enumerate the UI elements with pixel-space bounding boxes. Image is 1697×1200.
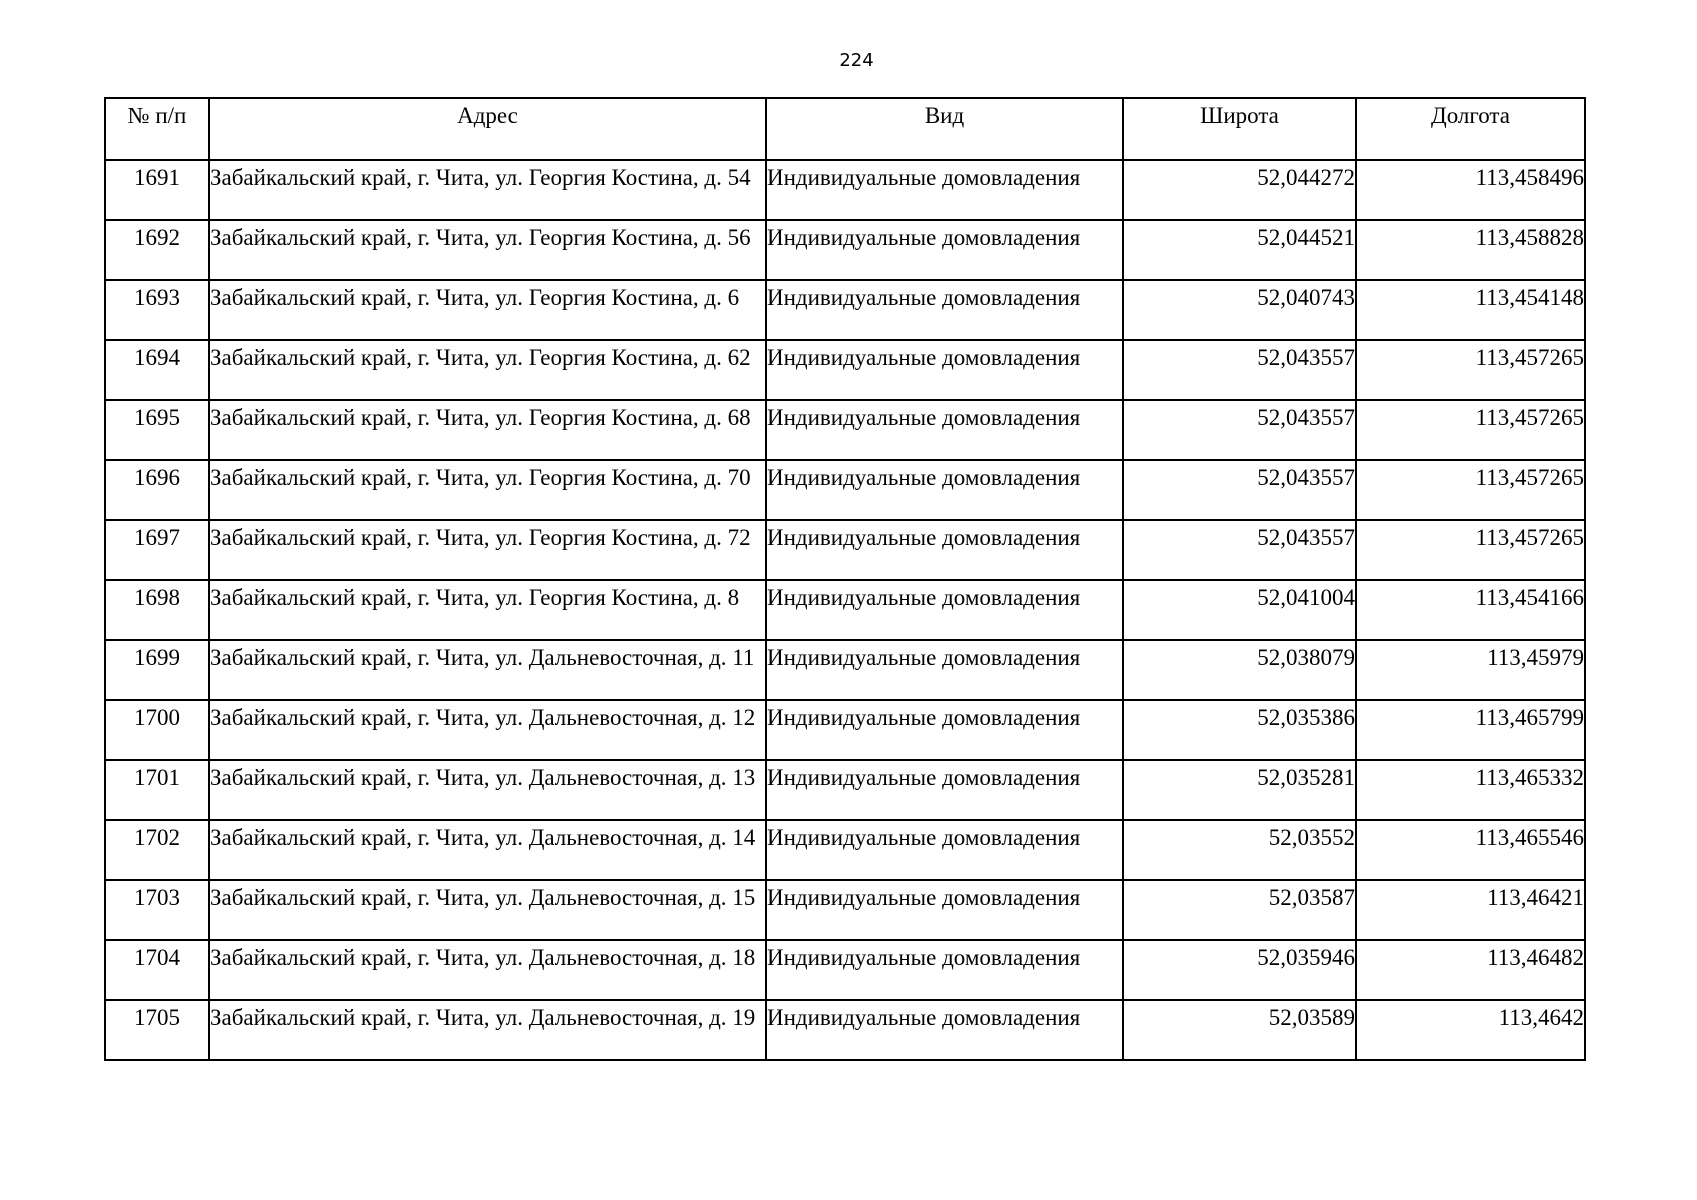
address-cell: Забайкальский край, г. Чита, ул. Дальневосточная, д. 18 [209, 940, 766, 1000]
row-number-cell: 1701 [105, 760, 209, 820]
address-cell: Забайкальский край, г. Чита, ул. Георгия Костина, д. 70 [209, 460, 766, 520]
page-number: 224 [839, 50, 874, 71]
table-row [105, 880, 1585, 940]
row-number-cell: 1705 [105, 1000, 209, 1060]
row-number-cell: 1693 [105, 280, 209, 340]
type-cell: Индивидуальные домовладения [766, 580, 1123, 640]
table-row [105, 1000, 1585, 1060]
latitude-cell: 52,043557 [1123, 460, 1356, 520]
longitude-cell: 113,4642 [1356, 1000, 1585, 1060]
table-row [105, 340, 1585, 400]
latitude-cell: 52,040743 [1123, 280, 1356, 340]
address-cell: Забайкальский край, г. Чита, ул. Георгия Костина, д. 72 [209, 520, 766, 580]
longitude-cell: 113,45979 [1356, 640, 1585, 700]
row-number-cell: 1692 [105, 220, 209, 280]
header-latitude: Широта [1123, 98, 1356, 160]
row-number-cell: 1695 [105, 400, 209, 460]
table-row [105, 400, 1585, 460]
latitude-cell: 52,03587 [1123, 880, 1356, 940]
address-table [104, 97, 1586, 1061]
row-number-cell: 1696 [105, 460, 209, 520]
type-cell: Индивидуальные домовладения [766, 940, 1123, 1000]
address-cell: Забайкальский край, г. Чита, ул. Георгия Костина, д. 54 [209, 160, 766, 220]
type-cell: Индивидуальные домовладения [766, 640, 1123, 700]
longitude-cell: 113,457265 [1356, 400, 1585, 460]
address-cell: Забайкальский край, г. Чита, ул. Георгия Костина, д. 8 [209, 580, 766, 640]
address-cell: Забайкальский край, г. Чита, ул. Дальневосточная, д. 12 [209, 700, 766, 760]
type-cell: Индивидуальные домовладения [766, 880, 1123, 940]
row-number-cell: 1691 [105, 160, 209, 220]
latitude-cell: 52,041004 [1123, 580, 1356, 640]
latitude-cell: 52,043557 [1123, 340, 1356, 400]
table-row [105, 460, 1585, 520]
longitude-cell: 113,46482 [1356, 940, 1585, 1000]
address-cell: Забайкальский край, г. Чита, ул. Георгия Костина, д. 62 [209, 340, 766, 400]
row-number-cell: 1697 [105, 520, 209, 580]
row-number-cell: 1694 [105, 340, 209, 400]
type-cell: Индивидуальные домовладения [766, 760, 1123, 820]
header-number: № п/п [105, 98, 209, 160]
latitude-cell: 52,035946 [1123, 940, 1356, 1000]
table-row [105, 640, 1585, 700]
type-cell: Индивидуальные домовладения [766, 400, 1123, 460]
latitude-cell: 52,044521 [1123, 220, 1356, 280]
table-row [105, 700, 1585, 760]
longitude-cell: 113,465332 [1356, 760, 1585, 820]
address-cell: Забайкальский край, г. Чита, ул. Георгия Костина, д. 56 [209, 220, 766, 280]
latitude-cell: 52,043557 [1123, 400, 1356, 460]
table-header-row [105, 98, 1585, 160]
row-number-cell: 1699 [105, 640, 209, 700]
longitude-cell: 113,465799 [1356, 700, 1585, 760]
table-row [105, 580, 1585, 640]
longitude-cell: 113,457265 [1356, 520, 1585, 580]
type-cell: Индивидуальные домовладения [766, 520, 1123, 580]
table-body [105, 160, 1585, 1060]
table-row [105, 820, 1585, 880]
address-cell: Забайкальский край, г. Чита, ул. Георгия Костина, д. 68 [209, 400, 766, 460]
longitude-cell: 113,46421 [1356, 880, 1585, 940]
type-cell: Индивидуальные домовладения [766, 280, 1123, 340]
latitude-cell: 52,035386 [1123, 700, 1356, 760]
row-number-cell: 1700 [105, 700, 209, 760]
type-cell: Индивидуальные домовладения [766, 460, 1123, 520]
longitude-cell: 113,465546 [1356, 820, 1585, 880]
latitude-cell: 52,03589 [1123, 1000, 1356, 1060]
latitude-cell: 52,038079 [1123, 640, 1356, 700]
row-number-cell: 1698 [105, 580, 209, 640]
header-address: Адрес [209, 98, 766, 160]
longitude-cell: 113,458496 [1356, 160, 1585, 220]
latitude-cell: 52,044272 [1123, 160, 1356, 220]
type-cell: Индивидуальные домовладения [766, 160, 1123, 220]
address-cell: Забайкальский край, г. Чита, ул. Георгия Костина, д. 6 [209, 280, 766, 340]
address-cell: Забайкальский край, г. Чита, ул. Дальневосточная, д. 13 [209, 760, 766, 820]
table-row [105, 520, 1585, 580]
address-cell: Забайкальский край, г. Чита, ул. Дальневосточная, д. 19 [209, 1000, 766, 1060]
table-row [105, 760, 1585, 820]
latitude-cell: 52,035281 [1123, 760, 1356, 820]
header-type: Вид [766, 98, 1123, 160]
table-row [105, 220, 1585, 280]
type-cell: Индивидуальные домовладения [766, 1000, 1123, 1060]
address-cell: Забайкальский край, г. Чита, ул. Дальневосточная, д. 15 [209, 880, 766, 940]
address-cell: Забайкальский край, г. Чита, ул. Дальневосточная, д. 11 [209, 640, 766, 700]
type-cell: Индивидуальные домовладения [766, 220, 1123, 280]
header-longitude: Долгота [1356, 98, 1585, 160]
type-cell: Индивидуальные домовладения [766, 700, 1123, 760]
address-cell: Забайкальский край, г. Чита, ул. Дальневосточная, д. 14 [209, 820, 766, 880]
type-cell: Индивидуальные домовладения [766, 820, 1123, 880]
latitude-cell: 52,043557 [1123, 520, 1356, 580]
longitude-cell: 113,458828 [1356, 220, 1585, 280]
latitude-cell: 52,03552 [1123, 820, 1356, 880]
longitude-cell: 113,457265 [1356, 460, 1585, 520]
longitude-cell: 113,454166 [1356, 580, 1585, 640]
longitude-cell: 113,457265 [1356, 340, 1585, 400]
longitude-cell: 113,454148 [1356, 280, 1585, 340]
table-row [105, 280, 1585, 340]
table-row [105, 160, 1585, 220]
row-number-cell: 1704 [105, 940, 209, 1000]
type-cell: Индивидуальные домовладения [766, 340, 1123, 400]
row-number-cell: 1702 [105, 820, 209, 880]
table-row [105, 940, 1585, 1000]
row-number-cell: 1703 [105, 880, 209, 940]
